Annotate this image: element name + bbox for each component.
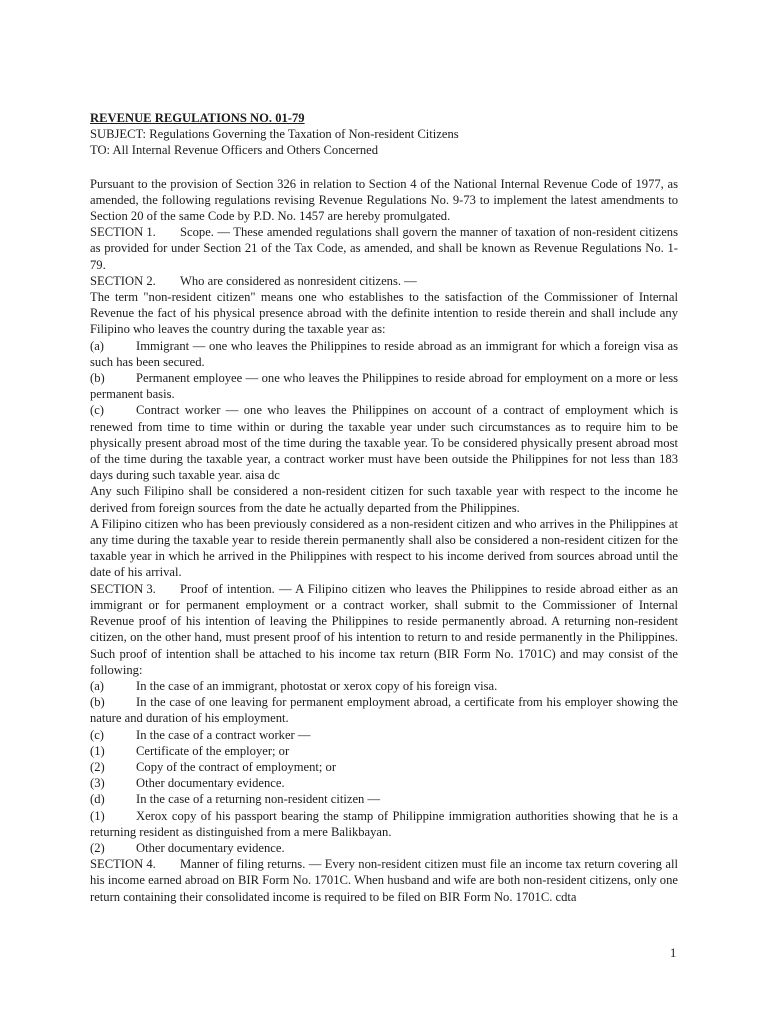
section-1-text: Scope. — These amended regulations shall govern the manner of taxation of non-resident citizens as provided for under Section 21 of the Tax Code, as amended, and shall be known as Revenue Regulations No. 1-79. bbox=[90, 225, 678, 272]
item-text: In the case of a contract worker — bbox=[136, 727, 311, 742]
item-text: Other documentary evidence. bbox=[136, 776, 285, 791]
item-text: Certificate of the employer; or bbox=[136, 743, 290, 758]
item-label: (b) bbox=[90, 695, 105, 710]
item-text: In the case of one leaving for permanent employment abroad, a certificate from his employer showing the nature and duration of his employment. bbox=[90, 695, 678, 726]
section-3-item-c3 bbox=[90, 775, 678, 791]
item-text: Immigrant — one who leaves the Philippines to reside abroad as an immigrant for which a foreign visa as such has been secured. bbox=[90, 338, 678, 369]
document-body bbox=[90, 110, 678, 905]
item-text: Copy of the contract of employment; or bbox=[136, 759, 337, 774]
item-label: (2) bbox=[90, 840, 105, 855]
section-2-title: Who are considered as nonresident citizens. — bbox=[180, 273, 417, 288]
section-3-item-d1 bbox=[90, 808, 678, 840]
section-4 bbox=[90, 856, 678, 905]
item-label: (1) bbox=[90, 808, 105, 823]
section-3-item-b bbox=[90, 694, 678, 726]
item-text: Other documentary evidence. bbox=[136, 840, 285, 855]
section-1 bbox=[90, 224, 678, 273]
section-2-number: SECTION 2. bbox=[90, 273, 156, 288]
section-2-paragraph-2: A Filipino citizen who has been previously considered as a non-resident citizen and who arrives in the Philippines at any time during the taxable year to reside therein permanently shall also be considered a non-resident citizen for the taxable year in which he arrived in the Philippines with respect to his income derived from sources abroad until the date of his arrival. bbox=[90, 516, 678, 580]
section-4-number: SECTION 4. bbox=[90, 857, 156, 872]
item-label: (b) bbox=[90, 371, 105, 386]
item-label: (1) bbox=[90, 743, 105, 758]
section-3-item-a bbox=[90, 678, 678, 694]
item-text: Contract worker — one who leaves the Philippines on account of a contract of employment which is renewed from time to time within or during the taxable year under such circumstances as to require him to be physically present abroad most of the time during the taxable year. To be considered physically present abroad most of the time during the taxable year, a contract worker must have been outside the Philippines for not less than 183 days during such taxable year. aisa dc bbox=[90, 403, 678, 483]
item-label: (c) bbox=[90, 727, 104, 742]
item-label: (a) bbox=[90, 678, 104, 693]
section-1-number: SECTION 1. bbox=[90, 225, 156, 240]
page-number: 1 bbox=[670, 946, 677, 960]
section-2-definition: The term "non-resident citizen" means one who establishes to the satisfaction of the Commissioner of Internal Revenue the fact of his physical presence abroad with the definite intention to reside therein and shall include any Filipino who leaves the country during the taxable year as: bbox=[90, 290, 678, 337]
intro-paragraph: Pursuant to the provision of Section 326 in relation to Section 4 of the National Internal Revenue Code of 1977, as amended, the following regulations revising Revenue Regulations No. 9-73 to implement the latest amendments to Section 20 of the same Code by P.D. No. 1457 are hereby promulgated. bbox=[90, 176, 678, 224]
item-label: (c) bbox=[90, 403, 104, 418]
section-2-paragraph-1: Any such Filipino shall be considered a non-resident citizen for such taxable year with respect to the income he derived from foreign sources from the date he actually departed from the Philippines. bbox=[90, 484, 678, 515]
item-label: (a) bbox=[90, 338, 104, 353]
section-2-item-a bbox=[90, 338, 678, 370]
item-text: In the case of an immigrant, photostat or xerox copy of his foreign visa. bbox=[136, 678, 498, 693]
item-text: Xerox copy of his passport bearing the stamp of Philippine immigration authorities showing that he is a returning resident as distinguished from a mere Balikbayan. bbox=[90, 808, 678, 839]
addressee-line: TO: All Internal Revenue Officers and Others Concerned bbox=[90, 143, 379, 158]
section-2-heading bbox=[90, 273, 678, 289]
section-3-item-d bbox=[90, 791, 678, 807]
item-text: Permanent employee — one who leaves the Philippines to reside abroad for employment on a more or less permanent basis. bbox=[90, 371, 678, 402]
section-3-number: SECTION 3. bbox=[90, 581, 156, 596]
item-label: (d) bbox=[90, 792, 105, 807]
section-4-text: Manner of filing returns. — Every non-resident citizen must file an income tax return covering all his income earned abroad on BIR Form No. 1701C. When husband and wife are both non-resident citizens, only one return containing their consolidated income is required to be filed on BIR Form No. 1701C. cdta bbox=[90, 857, 678, 904]
section-2-item-b bbox=[90, 370, 678, 402]
spacer bbox=[90, 159, 678, 176]
section-3-item-c bbox=[90, 727, 678, 743]
section-3-item-c1 bbox=[90, 743, 678, 759]
section-2-item-c bbox=[90, 402, 678, 483]
section-3-item-d2 bbox=[90, 840, 678, 856]
document-title: REVENUE REGULATIONS NO. 01-79 bbox=[90, 111, 305, 125]
item-text: In the case of a returning non-resident citizen — bbox=[136, 792, 381, 807]
item-label: (3) bbox=[90, 776, 105, 791]
section-3 bbox=[90, 581, 678, 678]
subject-line: SUBJECT: Regulations Governing the Taxation of Non-resident Citizens bbox=[90, 127, 459, 142]
item-label: (2) bbox=[90, 759, 105, 774]
section-3-text: Proof of intention. — A Filipino citizen who leaves the Philippines to reside abroad either as an immigrant or for permanent employment or a contract worker, shall submit to the Commissioner of Internal Revenue proof of his intention of leaving the Philippines to reside permanently abroad. A returning non-resident citizen, on the other hand, must present proof of his intention to return to and reside permanently in the Philippines. Such proof of intention shall be attached to his income tax return (BIR Form No. 1701C) and may consist of the following: bbox=[90, 581, 678, 677]
section-3-item-c2 bbox=[90, 759, 678, 775]
